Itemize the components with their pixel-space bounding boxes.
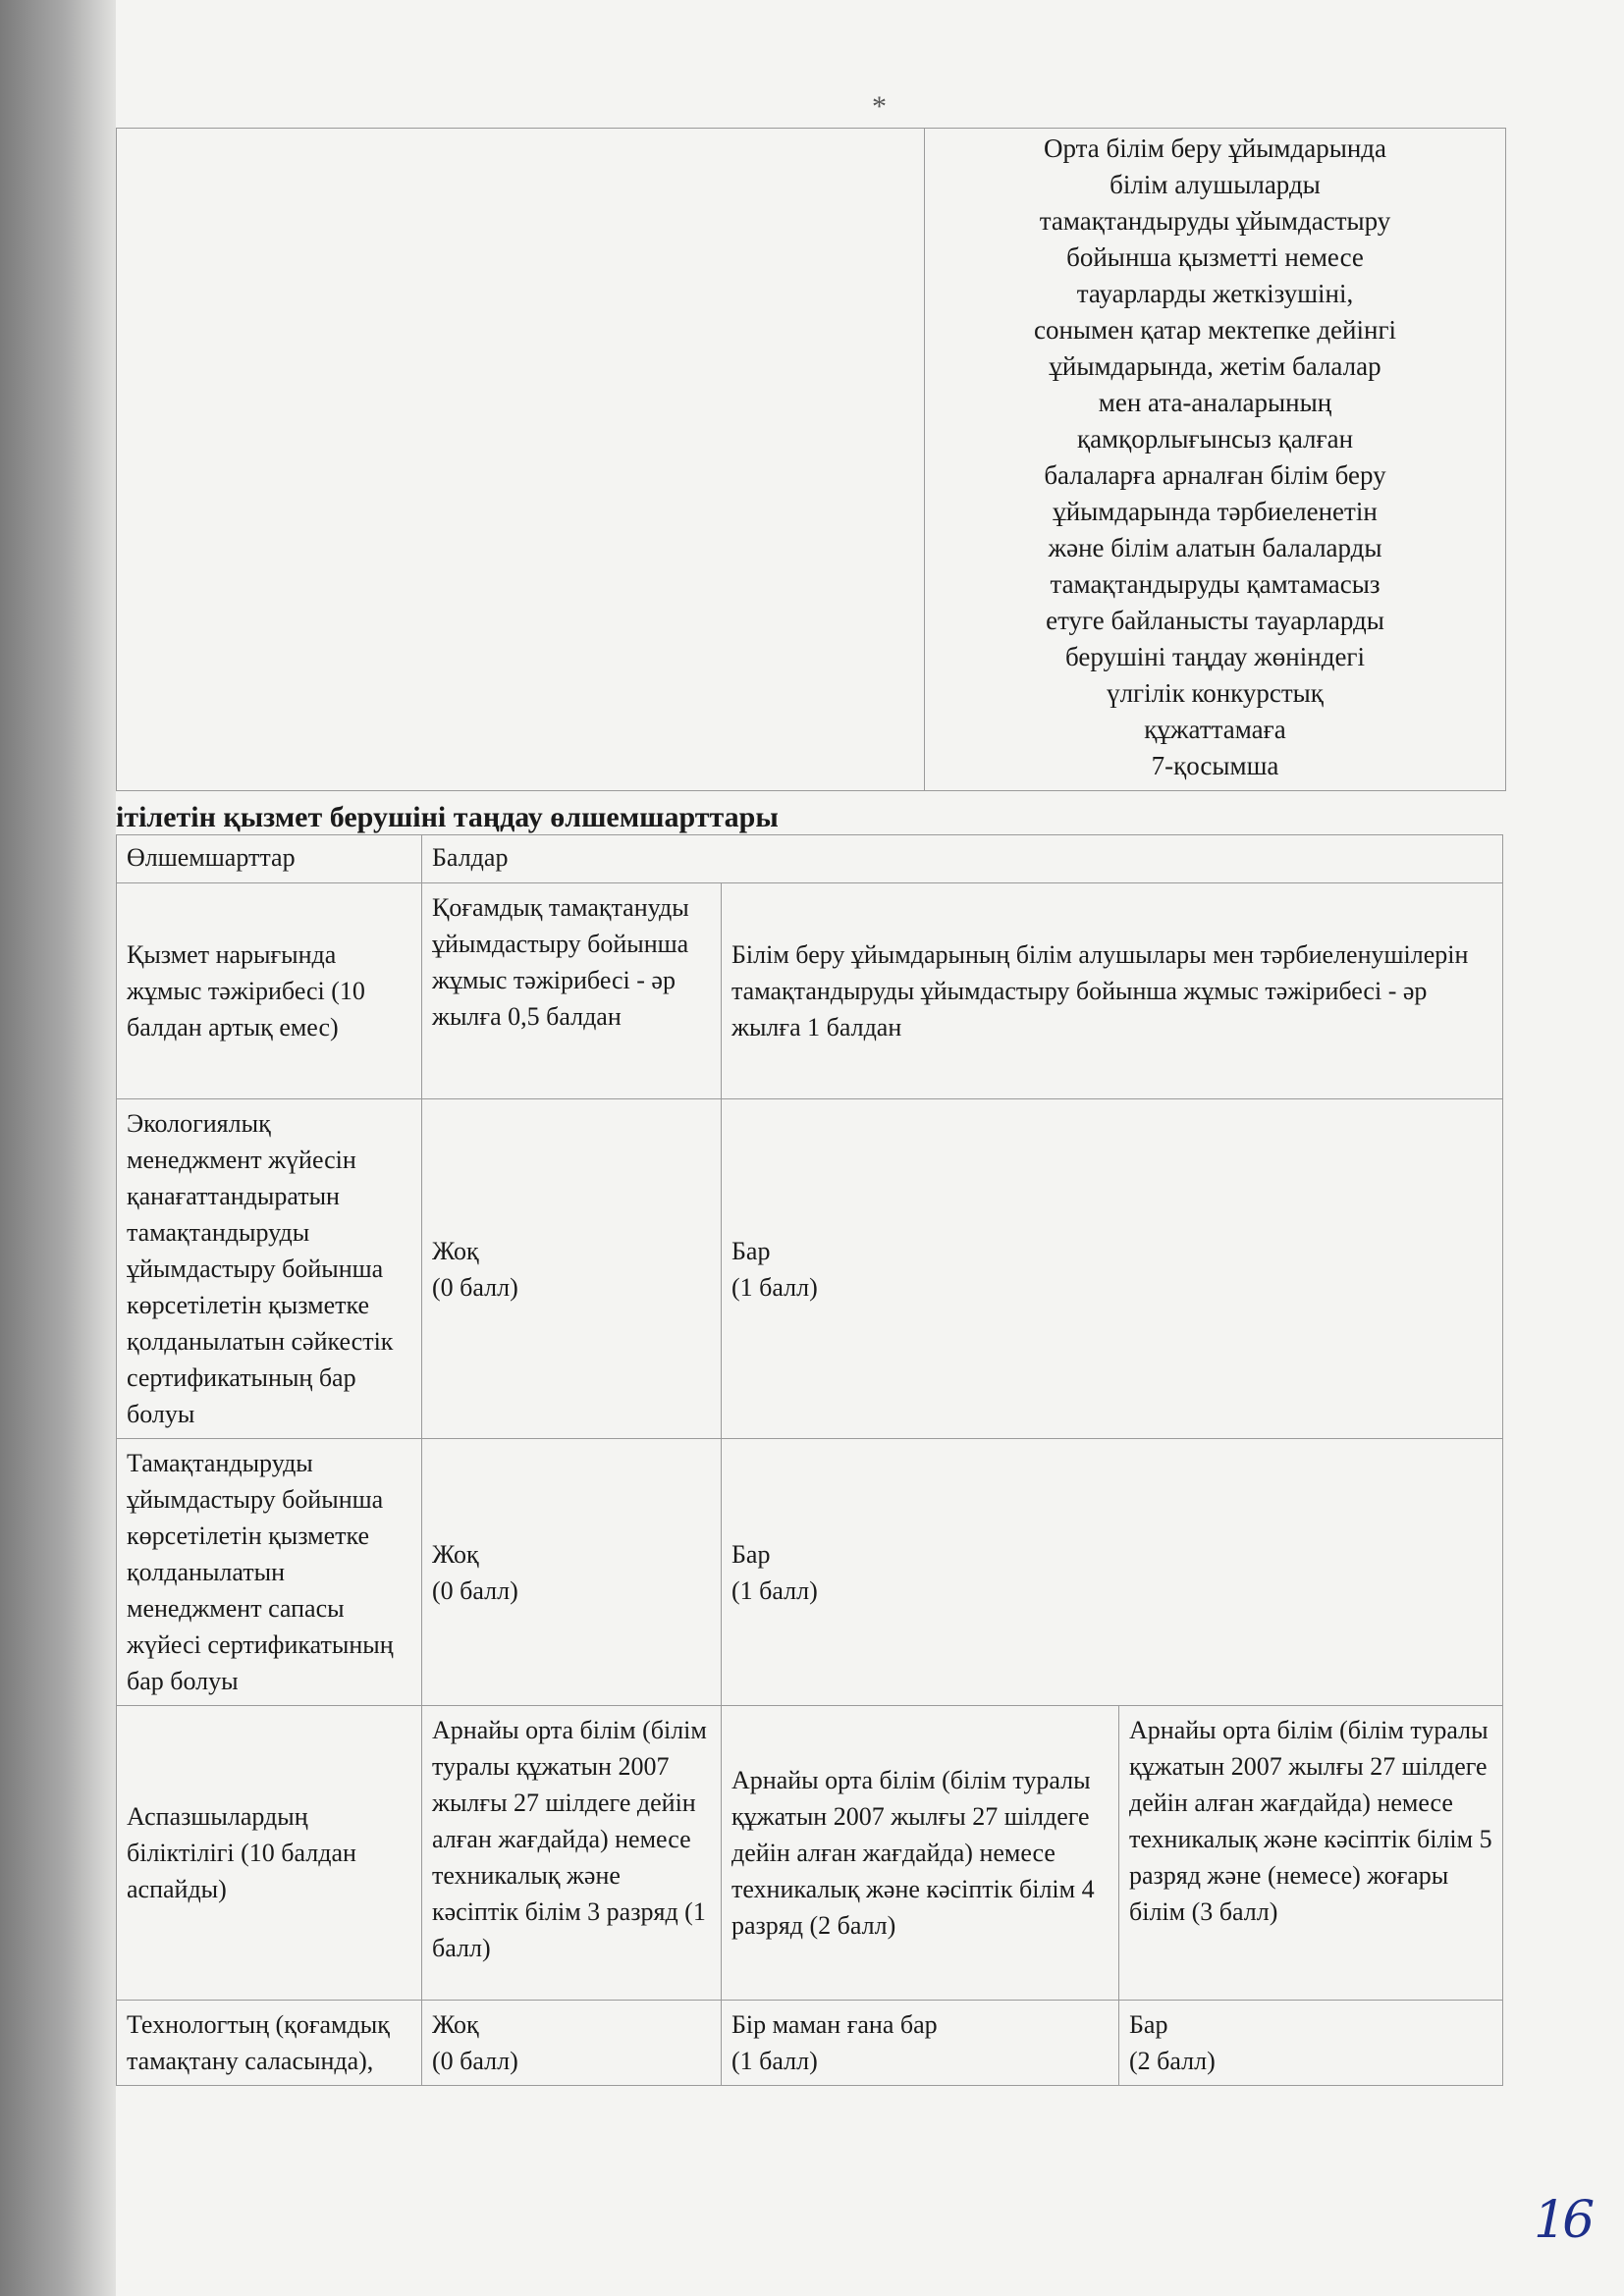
criterion-cell: Тамақтандыруды ұйымдастыру бойынша көрсетілетін қызметке қолданылатын менеджмент сапасы жүйесі сертификатының бар болуы xyxy=(117,1439,422,1706)
table-row xyxy=(117,883,1503,1099)
header-points: Балдар xyxy=(422,835,1503,883)
points-value: (1 балл) xyxy=(731,1575,818,1605)
points-label: Бар xyxy=(1129,2010,1168,2039)
annex-line: тамақтандыруды ұйымдастыру xyxy=(1039,206,1391,236)
annex-line: үлгілік конкурстық xyxy=(1107,678,1324,708)
points-value: (1 балл) xyxy=(731,1272,818,1302)
annex-line: сонымен қатар мектепке дейінгі xyxy=(1033,315,1397,345)
table-row xyxy=(117,2001,1503,2086)
points-value: (0 балл) xyxy=(432,2047,518,2075)
points-label: Жоқ xyxy=(432,1236,479,1265)
table-row xyxy=(117,1099,1503,1439)
section-title: ітілетін қызмет берушіні таңдау өлшемшарттары xyxy=(116,801,779,833)
annex-line: балаларға арналған білім беру xyxy=(1044,460,1386,490)
annex-line: қамқорлығынсыз қалған xyxy=(1076,424,1354,454)
points-cell xyxy=(422,1439,722,1706)
points-cell: Арнайы орта білім (білім туралы құжатын 2007 жылғы 27 шілдеге дейін алған жағдайда) немесе техникалық және кәсіптік білім 4 разряд (2 балл) xyxy=(722,1706,1119,2001)
annex-line: етуге байланысты тауарларды xyxy=(1046,606,1384,635)
table-row xyxy=(117,1706,1503,2001)
table-row xyxy=(117,1439,1503,1706)
annex-line: ұйымдарында тәрбиеленетін xyxy=(1053,497,1378,526)
points-cell: Арнайы орта білім (білім туралы құжатын 2007 жылғы 27 шілдеге дейін алған жағдайда) немесе техникалық және кәсіптік білім 5 разряд және (немесе) жоғары білім (3 балл) xyxy=(1119,1706,1503,2001)
header-criteria: Өлшемшарттар xyxy=(117,835,422,883)
annex-line: құжаттамаға xyxy=(1144,715,1286,744)
header-blank-cell xyxy=(117,129,925,791)
points-cell: Білім беру ұйымдарының білім алушылары мен тәрбиеленушілерін тамақтандыруды ұйымдастыру бойынша жұмыс тәжірибесі - әр жылға 1 балдан xyxy=(722,883,1503,1099)
points-value: (0 балл) xyxy=(432,1272,518,1302)
points-value: (0 балл) xyxy=(432,1575,518,1605)
points-cell xyxy=(722,1099,1503,1439)
points-label: Бар xyxy=(731,1236,771,1265)
table-header-row xyxy=(117,835,1503,883)
criterion-cell: Қызмет нарығында жұмыс тәжірибесі (10 балдан артық емес) xyxy=(117,883,422,1099)
corner-mark: * xyxy=(872,90,887,123)
points-cell xyxy=(1119,2001,1503,2086)
annex-line: тамақтандыруды қамтамасыз xyxy=(1050,569,1380,599)
annex-line: мен ата-аналарының xyxy=(1098,388,1332,417)
points-value: (2 балл) xyxy=(1129,2047,1216,2075)
annex-line: берушіні таңдау жөніндегі xyxy=(1064,642,1365,671)
points-cell xyxy=(422,2001,722,2086)
handwritten-page-number: 16 xyxy=(1534,2191,1592,2250)
annex-line: ұйымдарында, жетім балалар xyxy=(1049,351,1381,381)
annex-note xyxy=(925,129,1506,791)
annex-line: тауарларды жеткізушіні, xyxy=(1076,279,1354,308)
points-cell xyxy=(722,1439,1503,1706)
points-cell: Арнайы орта білім (білім туралы құжатын 2007 жылғы 27 шілдеге дейін алған жағдайда) немесе техникалық және кәсіптік білім 3 разряд (1 балл) xyxy=(422,1706,722,2001)
annex-line: 7-қосымша xyxy=(1151,751,1279,780)
annex-line: және білім алатын балаларды xyxy=(1048,533,1382,562)
scan-edge-shadow xyxy=(0,0,116,2296)
points-label: Бар xyxy=(731,1539,771,1569)
criteria-table xyxy=(116,834,1503,2086)
points-label: Жоқ xyxy=(432,2010,479,2039)
annex-line: бойынша қызметті немесе xyxy=(1066,242,1364,272)
points-cell xyxy=(722,2001,1119,2086)
points-cell xyxy=(422,1099,722,1439)
points-label: Жоқ xyxy=(432,1539,479,1569)
points-label: Бір маман ғана бар xyxy=(731,2010,938,2039)
criterion-cell: Аспазшылардың біліктілігі (10 балдан аспайды) xyxy=(117,1706,422,2001)
annex-line: Орта білім беру ұйымдарында xyxy=(1043,133,1387,163)
header-table xyxy=(116,128,1506,791)
criterion-cell: Экологиялық менеджмент жүйесін қанағаттандыратын тамақтандыруды ұйымдастыру бойынша көрсетілетін қызметке қолданылатын сәйкестік сертификатының бар болуы xyxy=(117,1099,422,1439)
points-value: (1 балл) xyxy=(731,2047,818,2075)
criterion-cell: Технологтың (қоғамдық тамақтану саласында), xyxy=(117,2001,422,2086)
points-cell: Қоғамдық тамақтануды ұйымдастыру бойынша жұмыс тәжірибесі - әр жылға 0,5 балдан xyxy=(422,883,722,1099)
annex-line: білім алушыларды xyxy=(1110,170,1321,199)
